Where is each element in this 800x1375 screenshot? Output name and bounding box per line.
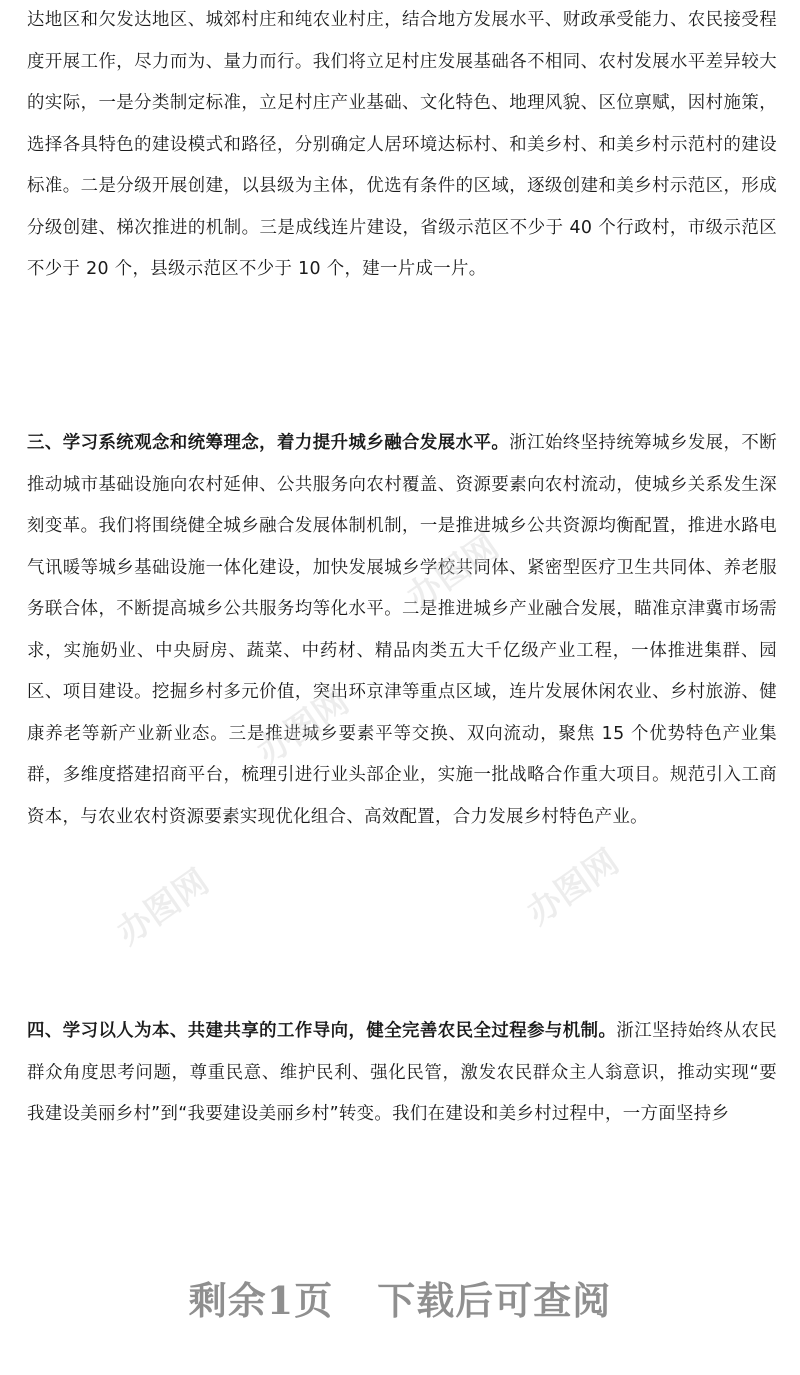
remaining-pages-label: 剩余1页 — [188, 1278, 334, 1323]
paragraph-1-text: 达地区和欠发达地区、城郊村庄和纯农业村庄，结合地方发展水平、财政承受能力、农民接受程度开展工作，尽力而为、量力而行。我们将立足村庄发展基础各不相同、农村发展水平差异较大的实际，一是分类制定标准，立足村庄产业基础、文化特色、地理风貌、区位禀赋，因村施策，选择各具特色的建设模式和路径，分别确定人居环境达标村、和美乡村、和美乡村示范村的建设标准。二是分级开展创建，以县级为主体，优选有条件的区域，逐级创建和美乡村示范区，形成分级创建、梯次推进的机制。三是成线连片建设，省级示范区不少于 40 个行政村，市级示范区不少于 20 个，县级示范区不少于 10 个，建一片成一片。 — [27, 10, 777, 279]
paragraph-2-text: 浙江始终坚持统筹城乡发展，不断推动城市基础设施向农村延伸、公共服务向农村覆盖、资源要素向农村流动，使城乡关系发生深刻变革。我们将围绕健全城乡融合发展体制机制，一是推进城乡公共资源均衡配置，推进水路电气讯暖等城乡基础设施一体化建设，加快发展城乡学校共同体、紧密型医疗卫生共同体、养老服务联合体，不断提高城乡公共服务均等化水平。二是推进城乡产业融合发展，瞄准京津冀市场需求，实施奶业、中央厨房、蔬菜、中药材、精品肉类五大千亿级产业工程，一体推进集群、园区、项目建设。挖掘乡村多元价值，突出环京津等重点区域，连片发展休闲农业、乡村旅游、健康养老等新产业新业态。三是推进城乡要素平等交换、双向流动，聚焦 15 个优势特色产业集群，多维度搭建招商平台，梳理引进行业头部企业，实施一批战略合作重大项目。规范引入工商资本，与农业农村资源要素实现优化组合、高效配置，合力发展乡村特色产业。 — [27, 433, 777, 827]
watermark: 办图网 — [249, 681, 357, 774]
watermark: 办图网 — [399, 526, 507, 619]
watermark: 办图网 — [519, 841, 627, 934]
download-hint-label[interactable]: 下载后可查阅 — [377, 1278, 612, 1323]
paragraph-2 — [27, 423, 777, 838]
watermark: 办图网 — [109, 861, 217, 954]
section-3-heading: 三、学习系统观念和统筹理念，着力提升城乡融合发展水平。 — [27, 433, 510, 453]
section-4-heading: 四、学习以人为本、共建共享的工作导向，健全完善农民全过程参与机制。 — [27, 1021, 617, 1041]
paragraph-3-text: 浙江坚持始终从农民群众角度思考问题，尊重民意、维护民利、强化民管，激发农民群众主人翁意识，推动实现“要我建设美丽乡村”到“我要建设美丽乡村”转变。我们在建设和美乡村过程中，一方面坚持乡 — [27, 1021, 777, 1124]
paragraph-1 — [27, 0, 777, 291]
download-footer[interactable] — [0, 1270, 800, 1325]
paragraph-3 — [27, 1011, 777, 1136]
